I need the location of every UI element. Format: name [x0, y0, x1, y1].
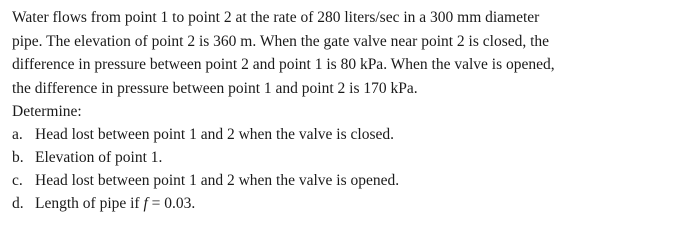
item-marker: a. — [12, 126, 23, 143]
item-marker: b. — [12, 149, 24, 166]
friction-factor-variable: f — [143, 195, 148, 212]
question-item-b — [12, 146, 674, 169]
item-text: Elevation of point 1. — [35, 149, 163, 166]
item-marker: c. — [12, 172, 23, 189]
question-list — [12, 123, 674, 215]
paragraph-line: difference in pressure between point 2 and point 1 is 80 kPa. When the valve is opened, — [12, 56, 555, 73]
paragraph-line: pipe. The elevation of point 2 is 360 m. When the gate valve near point 2 is closed, the — [12, 32, 550, 50]
item-text-prefix: Length of pipe if — [35, 195, 144, 212]
paragraph-line: Water flows from point 1 to point 2 at the rate of 280 liters/sec in a 300 mm diameter — [12, 9, 540, 26]
item-text: Head lost between point 1 and 2 when the valve is opened. — [35, 172, 400, 189]
paragraph-line: the difference in pressure between point 1 and point 2 is 170 kPa. — [12, 79, 418, 97]
problem-statement — [12, 6, 674, 215]
determine-prompt: Determine: — [12, 103, 82, 120]
problem-paragraph — [12, 6, 674, 100]
question-item-d — [12, 192, 674, 215]
question-item-a — [12, 123, 674, 146]
item-text: Head lost between point 1 and 2 when the valve is closed. — [35, 126, 394, 143]
item-text — [35, 192, 195, 215]
question-item-c — [12, 169, 674, 192]
item-text-suffix: = 0.03. — [147, 195, 196, 212]
item-marker: d. — [12, 195, 24, 212]
